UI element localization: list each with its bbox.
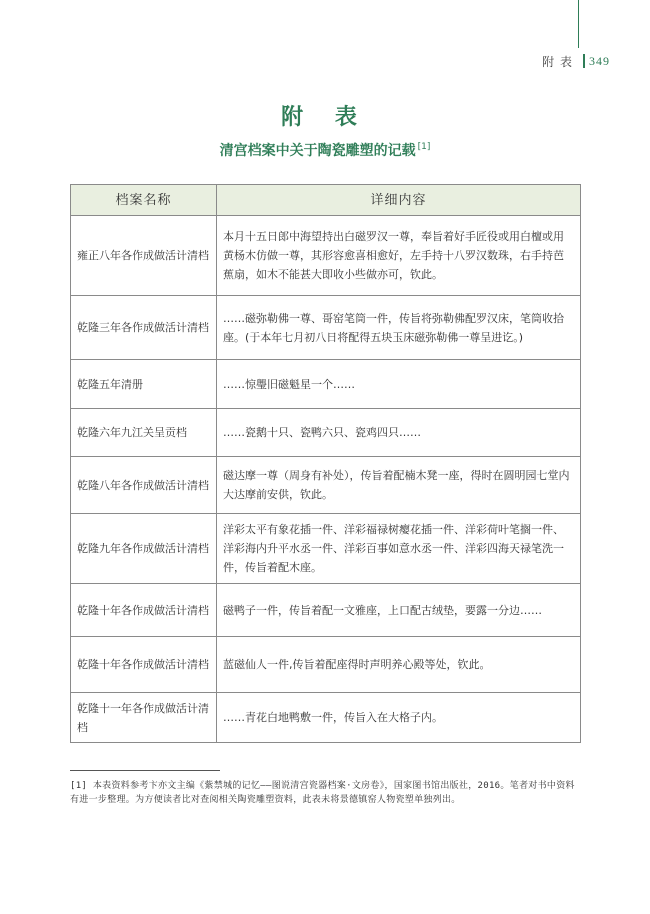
top-margin-rule [578, 0, 579, 48]
table-row [71, 637, 581, 693]
row-content: 洋彩太平有象花插一件、洋彩福禄树瘿花插一件、洋彩荷叶笔搁一件、洋彩海内升平水丞一件、洋彩百事如意水丞一件、洋彩四海天禄笔洗一件，传旨着配木座。 [217, 514, 581, 584]
row-archive-name: 乾隆九年各作成做活计清档 [71, 514, 217, 584]
running-head-divider [583, 54, 585, 68]
table-row [71, 514, 581, 584]
footnote: [1] 本表资料参考卞亦文主编《紫禁城的记忆——图说清宫瓷器档案·文房卷》，国家图书馆出版社，2016。笔者对书中资料有进一步整理。为方便读者比对查阅相关陶瓷雕塑资料，此表未将景德镇窑人物瓷塑单独列出。 [70, 781, 575, 805]
row-archive-name: 乾隆五年清册 [71, 360, 217, 409]
table-title [0, 140, 650, 160]
row-content: 本月十五日郎中海望持出白磁罗汉一尊，奉旨着好手匠役或用白檀或用黄杨木仿做一尊，其形容愈喜相愈好，左手持十八罗汉数珠，右手持芭蕉扇，如木不能甚大即收小些做亦可，钦此。 [217, 216, 581, 296]
row-archive-name: 乾隆八年各作成做活计清档 [71, 457, 217, 514]
row-archive-name: 乾隆十年各作成做活计清档 [71, 584, 217, 637]
row-content: ……青花白地鸭敷一件，传旨入在大格子内。 [217, 693, 581, 743]
running-head [470, 50, 610, 72]
column-header-name: 档案名称 [71, 185, 217, 216]
row-archive-name: 乾隆十年各作成做活计清档 [71, 637, 217, 693]
row-archive-name: 乾隆六年九江关呈贡档 [71, 409, 217, 457]
table-row [71, 216, 581, 296]
row-archive-name: 乾隆三年各作成做活计清档 [71, 296, 217, 360]
page-title: 附 表 [281, 105, 369, 130]
table-row [71, 296, 581, 360]
footnote-separator [70, 770, 220, 771]
footnote-reference[interactable]: [1] [417, 142, 431, 153]
row-content: 蓝磁仙人一件,传旨着配座得时声明养心殿等处，钦此。 [217, 637, 581, 693]
row-content: ……惊璺旧磁魁星一个…… [217, 360, 581, 409]
table-row [71, 693, 581, 743]
table-row [71, 360, 581, 409]
table-row [71, 584, 581, 637]
table-row [71, 457, 581, 514]
row-content: 磁达摩一尊（周身有补处），传旨着配楠木凳一座，得时在圆明园七堂内大达摩前安供，钦此。 [217, 457, 581, 514]
table-title-text: 清宫档案中关于陶瓷雕塑的记载 [219, 143, 416, 159]
row-content: ……磁弥勒佛一尊、哥窑笔筒一件，传旨将弥勒佛配罗汉床，笔筒收拾座。(于本年七月初八日将配得五块玉床磁弥勒佛一尊呈进讫。) [217, 296, 581, 360]
table-header-row [71, 185, 581, 216]
page-number: 349 [589, 53, 610, 68]
table-row [71, 409, 581, 457]
column-header-content: 详细内容 [217, 185, 581, 216]
records-table [70, 184, 581, 743]
row-archive-name: 雍正八年各作成做活计清档 [71, 216, 217, 296]
row-content: 磁鸭子一件，传旨着配一文雅座，上口配古绒垫，要露一分边…… [217, 584, 581, 637]
running-head-section: 附 表 [542, 54, 573, 69]
row-archive-name: 乾隆十一年各作成做活计清档 [71, 693, 217, 743]
row-content: ……瓷鹅十只、瓷鸭六只、瓷鸡四只…… [217, 409, 581, 457]
